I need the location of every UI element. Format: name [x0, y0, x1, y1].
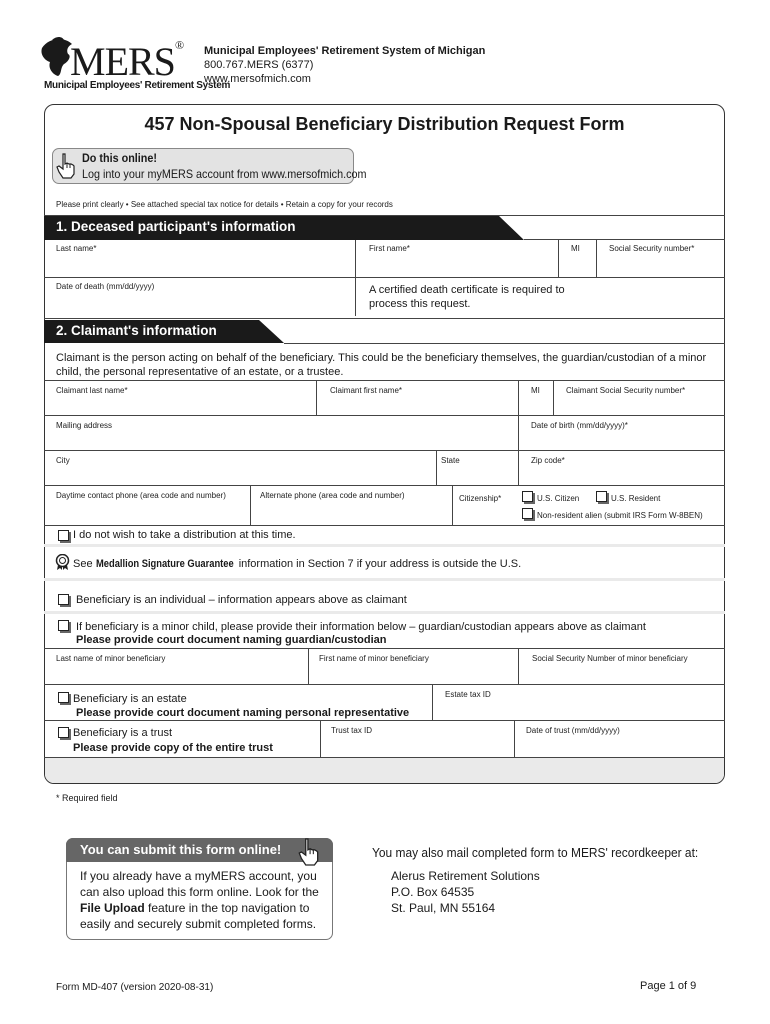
citizenship-label: Citizenship*: [459, 494, 502, 503]
minor-ssn-label: Social Security Number of minor beneficiary: [532, 654, 688, 663]
mail-title: You may also mail completed form to MERS' recordkeeper at:: [372, 845, 699, 860]
submit-text-1: If you already have a myMERS account, you can also upload this form online. Look for the: [80, 869, 319, 899]
city-row[interactable]: [44, 450, 725, 485]
minor-first-name-label: First name of minor beneficiary: [319, 654, 429, 663]
submit-online-title: You can submit this form online!: [80, 842, 282, 857]
mail-address: [391, 868, 540, 916]
claimant-first-name-label: Claimant first name*: [330, 386, 403, 395]
logo-subtitle: Municipal Employees' Retirement System: [44, 80, 231, 91]
ben-trust-doc-note: Please provide copy of the entire trust: [73, 742, 273, 754]
state-label: State: [441, 456, 460, 465]
us-citizen-checkbox[interactable]: [522, 491, 533, 502]
minor-row[interactable]: [44, 648, 725, 684]
us-resident-label: U.S. Resident: [611, 494, 661, 503]
online-notice-text: Log into your myMERS account from www.mersofmich.com: [82, 167, 367, 181]
section2-title: 2. Claimant's information: [56, 323, 217, 338]
pointing-hand-icon: [296, 836, 322, 868]
org-website: www.mersofmich.com: [204, 73, 311, 85]
form-title: 457 Non-Spousal Beneficiary Distribution Request Form: [144, 114, 625, 134]
required-field-note: * Required field: [56, 793, 118, 803]
first-name-label: First name*: [369, 244, 410, 253]
death-certificate-note: A certified death certificate is required to process this request.: [369, 284, 565, 310]
date-of-death-field[interactable]: [44, 278, 355, 316]
ben-trust-label: Beneficiary is a trust: [73, 727, 173, 739]
ben-estate-label: Beneficiary is an estate: [73, 693, 187, 705]
nonresident-label: Non-resident alien (submit IRS Form W-8BEN): [537, 511, 703, 520]
org-phone: 800.767.MERS (6377): [204, 59, 314, 71]
dob-label: Date of birth (mm/dd/yyyy)*: [531, 421, 628, 430]
submit-online-text: [80, 868, 330, 932]
trust-fields-row[interactable]: [321, 721, 725, 757]
submit-text-2: feature in the top navigation to easily and securely submit completed forms.: [80, 901, 317, 931]
nonresident-checkbox[interactable]: [522, 508, 533, 519]
ben-individual-checkbox[interactable]: [58, 594, 69, 605]
form-bottom-strip: [45, 758, 724, 783]
claimant-mi-label: MI: [531, 386, 540, 395]
divider: [250, 485, 251, 525]
org-contact: [204, 44, 485, 86]
medallion-post: information in Section 7 if your address is outside the U.S.: [238, 558, 522, 570]
us-citizen-label: U.S. Citizen: [537, 494, 580, 503]
claimant-ssn-label: Claimant Social Security number*: [566, 386, 686, 395]
ssn-label: Social Security number*: [609, 244, 695, 253]
mail-line-1: Alerus Retirement Solutions: [391, 869, 540, 883]
estate-tax-id-field[interactable]: [433, 685, 725, 720]
no-distribution-checkbox[interactable]: [58, 530, 69, 541]
trust-date-label: Date of trust (mm/dd/yyyy): [526, 726, 620, 735]
ben-minor-label: If beneficiary is a minor child, please provide their information below – guardian/custodian appears above as claimant: [76, 621, 646, 633]
divider: [355, 277, 356, 316]
ben-trust-checkbox[interactable]: [58, 727, 69, 738]
ben-individual-label: Beneficiary is an individual – information appears above as claimant: [76, 594, 407, 606]
estate-tax-id-label: Estate tax ID: [445, 690, 491, 699]
address-row[interactable]: [44, 415, 725, 450]
print-instructions: Please print clearly • See attached special tax notice for details • Retain a copy for your records: [56, 200, 393, 209]
ben-minor-doc-note: Please provide court document naming guardian/custodian: [76, 634, 387, 646]
trust-tax-id-label: Trust tax ID: [331, 726, 373, 735]
divider: [44, 611, 725, 614]
divider: [44, 578, 725, 581]
day-phone-label: Daytime contact phone (area code and number): [56, 491, 226, 500]
divider: [452, 485, 453, 525]
medallion-seal-icon: [55, 554, 70, 571]
zip-label: Zip code*: [531, 456, 565, 465]
alt-phone-label: Alternate phone (area code and number): [260, 491, 405, 500]
divider: [44, 525, 725, 526]
us-resident-checkbox[interactable]: [596, 491, 607, 502]
claimant-name-row[interactable]: [44, 380, 725, 415]
minor-last-name-label: Last name of minor beneficiary: [56, 654, 166, 663]
medallion-pre: See: [73, 558, 93, 570]
claimant-intro: Claimant is the person acting on behalf of the beneficiary. This could be the beneficiary themselves, the guardian/custodian of a minor child, the personal representative of an estate, or a trustee.: [56, 352, 707, 378]
page-number: Page 1 of 9: [640, 980, 697, 992]
claimant-last-name-label: Claimant last name*: [56, 386, 128, 395]
no-distribution-label: I do not wish to take a distribution at this time.: [73, 529, 296, 541]
section1-title: 1. Deceased participant's information: [56, 219, 296, 234]
medallion-note: [73, 557, 521, 571]
mail-line-3: St. Paul, MN 55164: [391, 901, 496, 915]
ben-estate-doc-note: Please provide court document naming personal representative: [76, 707, 410, 719]
ben-minor-checkbox[interactable]: [58, 620, 69, 631]
pointing-hand-icon: [54, 152, 78, 180]
date-of-death-label: Date of death (mm/dd/yyyy): [56, 282, 155, 291]
mail-line-2: P.O. Box 64535: [391, 885, 475, 899]
divider: [44, 544, 725, 547]
mailing-address-label: Mailing address: [56, 421, 113, 430]
ben-estate-checkbox[interactable]: [58, 692, 69, 703]
medallion-link-text: Medallion Signature Guarantee: [95, 558, 234, 570]
file-upload-text: File Upload: [80, 901, 145, 915]
online-notice-title: Do this online!: [82, 151, 157, 165]
logo-wordmark: MERS®: [70, 38, 184, 84]
org-name: Municipal Employees' Retirement System of Michigan: [204, 45, 486, 57]
mi-label: MI: [571, 244, 580, 253]
form-version: Form MD-407 (version 2020-08-31): [56, 982, 214, 993]
last-name-label: Last name*: [56, 244, 97, 253]
divider: [44, 485, 725, 486]
city-label: City: [56, 456, 70, 465]
deceased-name-row[interactable]: [44, 240, 725, 277]
